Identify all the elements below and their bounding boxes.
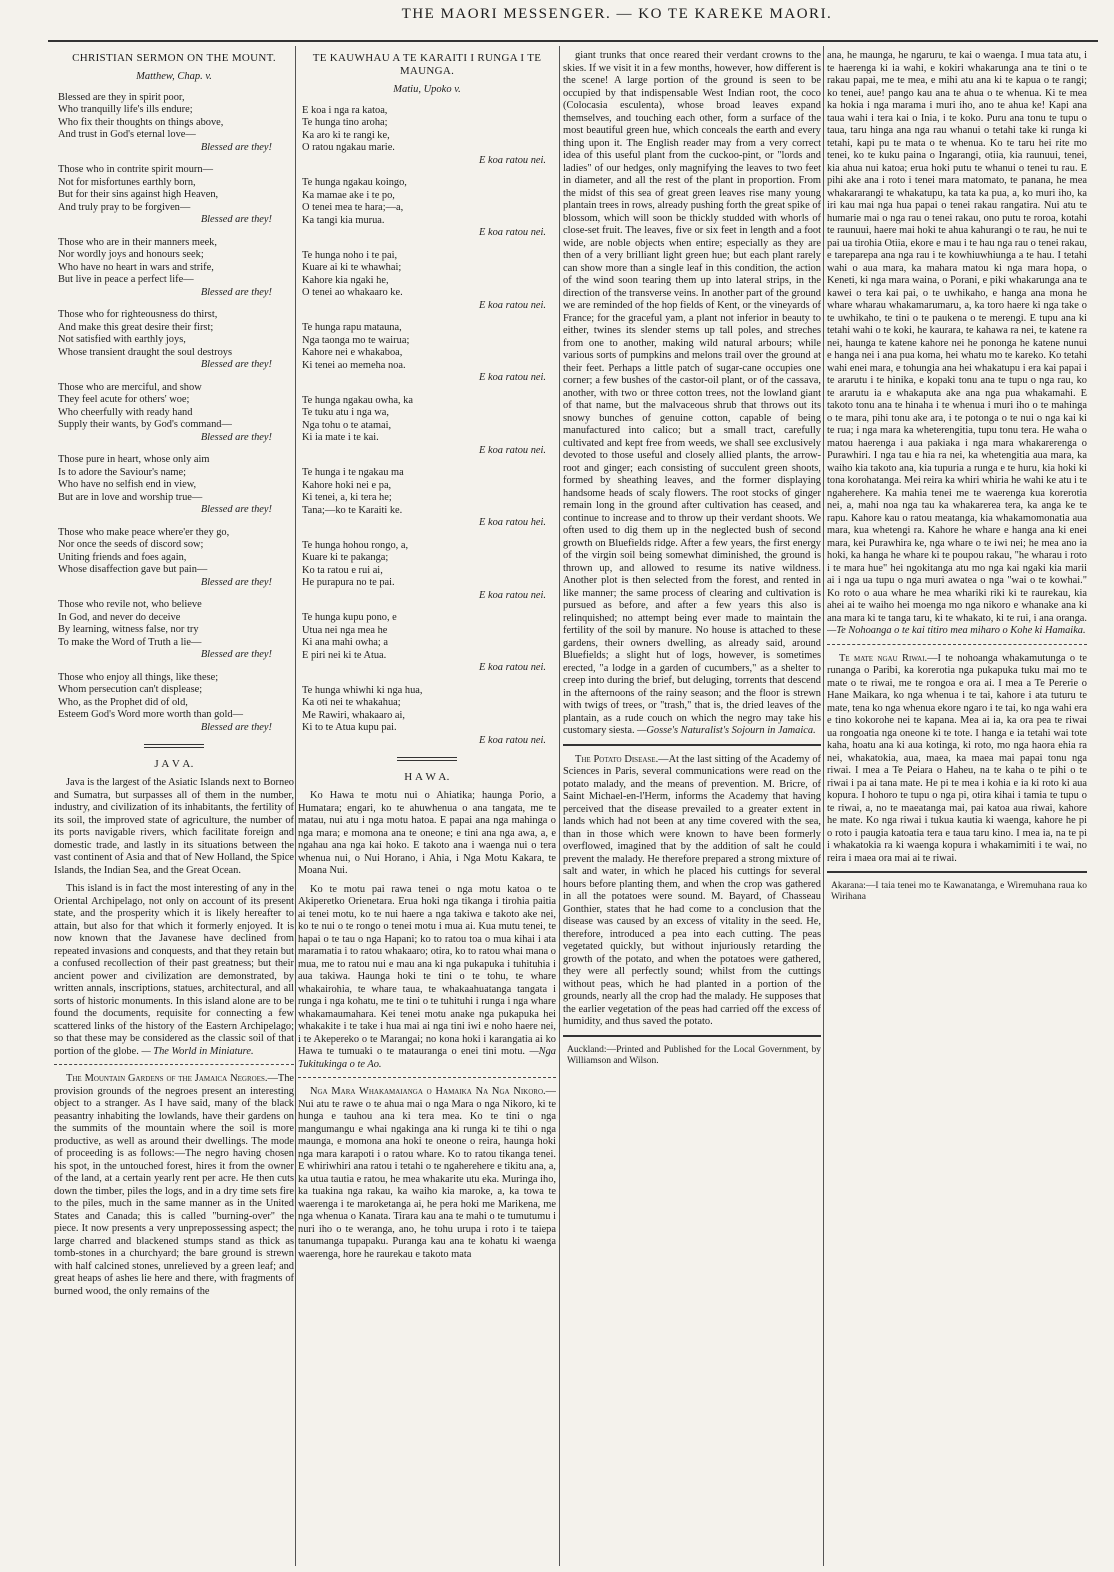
stanza: [54, 527, 294, 590]
verse-line: But live in peace a perfect life—: [58, 274, 194, 285]
verse-line: Ki tenei, a, ki tera he;: [302, 492, 392, 503]
section-rule: [827, 871, 1087, 873]
refrain: Blessed are they!: [200, 721, 272, 733]
masthead: THE MAORI MESSENGER. — KO TE KAREKE MAORI.: [401, 6, 833, 22]
poem-maori: [298, 105, 556, 748]
verse-line: O ratou ngakau marie.: [302, 142, 395, 153]
stanza: [298, 540, 556, 603]
verse-line: Those who revile not, who believe: [58, 599, 202, 610]
nga-mara-heading: Nga Mara Whakamaianga o Hamaika Na Nga Nikoro.: [310, 1086, 546, 1097]
verse-line: Kuare ki te pakanga;: [302, 552, 389, 563]
verse-line: Whom persecution can't displease;: [58, 684, 203, 695]
verse-line: Tana;—ko te Karaiti ke.: [302, 504, 403, 516]
verse-line: Ki tenei ao memeha noa.: [302, 359, 406, 371]
gardens-continued-paragraph: giant trunks that once reared their verdant crowns to the skies. If we visit it in a few months, however, how different is the scene! A large portion of the ground is seen to be occupied by that indispensable West Indian root, the coco (Colocasia esculenta), whose broad leaves expand themselves, and touching each other, form a surface of the most beautiful green hue, which conceals the earth and every thing upon it. The English reader may from a very correct idea of this useful plant from the cuckoo-pint, or "lords and ladies" of our hedges, only magnifying the leaves to two feet in diameter, and all the rest of the plant in proportion. From the midst of this sea of great green leaves rise many young plantain trees in rows, already pushing forth the great spike of blossom, which will soon be thickly studded with whorls of close-set fruit. The leaves, five or six feet in length and a foot wide, are noble objects when entire; especially as they are then of a very brilliant light green hue; but each plant rarely can show more than a single leaf in this condition, the action of the wind soon tearing them up into lateral strips, in the direction of the transverse veins. In another part of the ground we are reminded of the hop fields of Kent, or the vineyards of France; for the graceful yam, a plant not inferior in beauty to either, twines its slender stems up tall poles, and streches from one to another, making wild natural arbours; while various sorts of pumpkins and melons trail over the ground at their feet. Perhaps a little patch of sugar-cane occupies one corner; a few bushes of the castor-oil plant, or of the cassava, another, with two or three cotton trees, not the lowland giant of that name, but the malvaceous shrub that throws out its snowy bunches of genuine cotton, capable of being manufactured into calico; but a small tract, carefully cultivated and kept free from weeds, we shall see exclusively devoted to those useful and closely allied plants, the arrow-root and ginger; each consisting of succulent green shoots, formed by sheathing leaves, and the former displaying handsome heads of scaly flowers. The root stocks of ginger remain long in the ground after cultivation has ceased, and continue to increase and to throw up their verdant shoots. We often used to dig them up in the neglected bush of second growth on Bluefields ridge. After a few years, the first energy of the virgin soil being somewhat diminished, the ground is thrown up, and allowed to resume its native wildness. Another plot is then selected from the forest, and rented in like manner; the same process of clearing and cultivation is pursued as before, and after a few years this also is relinquished; no attempt being ever made to maintain the fertility of the soil by manure. No house is attached to these gardens, their owners dwelling, as already said, around Bluefields; a slight hut of logs, however, is sometimes erected, "a lodge in a garden of cucumbers," as a shelter to creep into during the brief, but deluging, torrents that descend in the afternoons of the rainy season; and the floor is strewn with twigs of trees, or "trash," that is, the dried leaves of the plantain, as a rude couch on which the negro may take his customary siesta. —Gosse's Naturalist's Sojourn in Jamaica.: [563, 50, 821, 736]
verse-line: Who fix their thoughts on things above,: [58, 116, 224, 128]
refrain: E koa ratou nei.: [479, 154, 546, 166]
refrain: Blessed are they!: [200, 649, 272, 660]
ornament-rule: [144, 744, 204, 748]
java-paragraph-2: This island is in fact the most interesting of any in the Oriental Archipelago, not only on account of its present state, and the prosperity which it is likely hereafter to attain, but also for that which it formerly enjoyed. It is now known that the Javanese have declined from repeated invasions and conquests, and that they retain but a confused recollection of their past greatness; but their ancient power and civilization are demonstrated, by written annals, inscriptions, statues, architectural, and all sorts of historic monuments. In this island alone are to be found the documents, requisite for connecting a few scattered links of the history of the Eastern Archipelago; so that these may be considered as the classic soil of that portion of the globe. — The World in Miniature.: [54, 883, 294, 1057]
verse-line: Those who in contrite spirit mourn—: [58, 164, 213, 175]
stanza: [298, 685, 556, 748]
verse-line: Those who enjoy all things, like these;: [58, 671, 219, 683]
poem-title-english: CHRISTIAN SERMON ON THE MOUNT.: [72, 52, 276, 64]
verse-line: Utua nei nga mea he: [302, 624, 388, 636]
refrain: Blessed are they!: [200, 286, 272, 298]
verse-line: Those who make peace where'er they go,: [58, 526, 230, 538]
verse-line: Is to adore the Saviour's name;: [58, 466, 186, 478]
verse-line: Who have no heart in wars and strife,: [58, 261, 214, 273]
java-citation: — The World in Miniature.: [141, 1045, 254, 1057]
mate-paragraph: Te mate ngau Riwai.—I te nohoanga whakamutunga o te runanga o Paribi, ka korerotia nga pukapuka tuku mai mo te mate o te riwai, me te rongoa e ora ai. I mea a Te Pererie o Hane Maikara, ko nga whenua i te tai, kahore i ata tuturu te mate, tena ko nga whenua ekore ngaro i te tai, ko nga wahi era e tino kokorohe nei te kapana. Mea ai ia, ka ora pea te riwai ua rongoatia nga oneone ki te tote. I hanga e ia tetahi wai tote kaha, hoatu ana ki aua kotinga, ki roto, mo nga haora ehia ra nei, whakatokia, aua, maea, ka maea mai papai tonu nga riwai. I mea a Te Peiara o Haheu, na te kaha o te pihi o te riwai i pa ai tana mate. He pi te mea i kohia e ia ki roto ki aua kopura. I hohoro te tupu o nga pi, otira kihai i tamia te tupu o te riwai, a, no te maeatanga mai, pai katoa aua riwai, kahore he mate. Ko nga riwai i tukua kautia ki waenga, kahore he pi o roto i paugia katoatia tera e taua taru kino. I mea ia, na te pi i whakatokia ra ki waenga kopura i whakamimiti i te wai, no reira i maea ora mai ai te riwai.: [827, 652, 1087, 864]
verse-line: By learning, witness false, nor try: [58, 624, 199, 635]
refrain: E koa ratou nei.: [479, 372, 546, 383]
verse-line: Te hunga hohou rongo, a,: [302, 539, 409, 551]
refrain: Blessed are they!: [200, 431, 272, 443]
verse-line: Not satisfied with earthly joys,: [58, 334, 186, 345]
column-divider: [559, 46, 560, 1566]
verse-line: Kahore nei e whakaboa,: [302, 347, 403, 358]
column-3: [563, 50, 821, 1565]
stanza: [54, 454, 294, 517]
section-rule: [827, 644, 1087, 645]
refrain: E koa ratou nei.: [479, 589, 546, 601]
verse-line: Kahore hoki nei e pa,: [302, 479, 392, 491]
verse-line: Ki ana mahi owha; a: [302, 637, 388, 648]
verse-line: O tenei ao whakaaro ke.: [302, 287, 403, 298]
refrain: E koa ratou hei.: [479, 517, 546, 528]
verse-line: Ko ta ratou e rui ai,: [302, 564, 383, 576]
refrain: E koa ratou nei.: [479, 662, 546, 673]
verse-line: Te hunga ngakau owha, ka: [302, 394, 413, 406]
verse-line: And truly pray to be forgiven—: [58, 201, 191, 213]
section-rule: [298, 1077, 556, 1078]
verse-line: But for their sins against high Heaven,: [58, 189, 219, 200]
verse-line: Those who are merciful, and show: [58, 381, 202, 393]
header-rule: [48, 40, 1098, 42]
stanza: [298, 250, 556, 313]
verse-line: To make the Word of Truth a lie—: [58, 636, 202, 648]
stanza: [54, 237, 294, 300]
java-title: J A V A.: [154, 758, 194, 770]
verse-line: Esteem God's Word more worth than gold—: [58, 709, 243, 720]
potato-heading: The Potato Disease.: [575, 753, 659, 765]
gardens-paragraph: The Mountain Gardens of the Jamaica Negroes.—The provision grounds of the negroes present an interesting object to a stranger. As I have said, many of the black peasantry inhabiting the lowlands, have their gardens on the summits of the mountain where the soil is more productive, as well as around their dwellings. The mode of proceeding is as follows:—The negro having chosen his spot, in the untouched forest, hires it from the owner of the land, at a certain yearly rent per acre. He then cuts down the timber, piles the logs, and in a dry time sets fire to the piles, much in the same manner as in the United States and Canada; this is called "burning-over" the piece. It now presents a very unprepossessing aspect; the large charred and blackened stumps stand as thick as tomb-stones in a churchyard; the bare ground is strewn with half calcined stones, unrelieved by a green leaf; and great heaps of ashes lie here and there, with fragments of burned wood, the only remains of the: [54, 1073, 294, 1297]
verse-line: Me Rawiri, whakaaro ai,: [302, 709, 406, 721]
column-divider: [823, 46, 824, 1566]
verse-line: And trust in God's eternal love—: [58, 129, 196, 140]
verse-line: Supply their wants, by God's command—: [58, 419, 232, 430]
verse-line: Not for misfortunes earthly born,: [58, 176, 196, 188]
potato-paragraph: The Potato Disease.—At the last sitting of the Academy of Sciences in Paris, several communications were read on the potato malady, and the means of prevention. M. Bricre, of Saint Michael-en-l'Herm, informs the Academy that having perceived that the disease prevailed to a greater extent in lands which had not been at any time covered with the sea, than in those which were known to have been formerly overflowed, imagined that by the addition of salt he could prevent the malady. He therefore prepared a strong mixture of salt and water, in which he placed his cuttings for several hours before planting them, and when the crop was gathered in all the potatoes were sound. M. Bayard, of Chasseau Gonthier, states that he had come to a conclusion that the disease was caused by an excess of vitality in the seed. He, therefore, introduced a pea into each cutting. The peas vegetated quickly, but without injuriously retarding the growth of the potato, and when the potatoes were gathered, they were all perfectly sound; whilst from the cuttings without peas, which he had planted in a portion of the grounds, nearly all the crop had the malady. He supposes that the earlier vegetation of the peas had carried off the excess of humidity, and thus saved the potato.: [563, 753, 821, 1027]
stanza: [54, 382, 294, 445]
column-divider: [295, 46, 296, 1566]
verse-line: Whose transient draught the soul destroys: [58, 346, 233, 358]
verse-line: Who have no selfish end in view,: [58, 479, 197, 490]
nga-mara-paragraph: Nga Mara Whakamaianga o Hamaika Na Nga Nikoro.—Nui atu te rawe o te ahua mai o nga Mara o nga Nikoro, ki te hunga e tauhou ana ki tera mea. Ko te tini o nga mangumangu e whai ngakinga ana ki runga ki te tihi o nga maunga, e momona ana hoki te oneone o reira, haunga hoki nga mara karapoti i o ratou whare. Ko to ratou tikanga tenei. E whiriwhiri ana ratou i tetahi o te ngaherehere e tikitu ana, a, ka utua tautia e ratou, he mea whakarite utu eka. Muringa iho, ka tuakina nga rakau, ka waiho kia maroke, a, ka towa te waerenga i te maroketanga ai, he pera hoki me Marikena, me nga whenua o Kanata. Tirara kau ana te mahi o te tumutumu i nuri iho o te weranga, ano, he tohu urupa i roto i te taiepa tanumanga tupapaku. Puranga kau ana te kohatu ki waenga waerenga, hore he raurekau e takoto mata: [298, 1086, 556, 1260]
stanza: [54, 92, 294, 155]
refrain: E koa ratou nei.: [479, 299, 546, 311]
refrain: Blessed are they!: [200, 214, 272, 225]
verse-line: Ki to te Atua kupu pai.: [302, 722, 397, 733]
verse-line: Te hunga whiwhi ki nga hua,: [302, 684, 423, 696]
gosse-citation: —Gosse's Naturalist's Sojourn in Jamaica.: [637, 725, 816, 736]
verse-line: In God, and never do deceive: [58, 611, 181, 623]
section-rule: [54, 1064, 294, 1065]
refrain: Blessed are they!: [200, 504, 272, 515]
stanza: [54, 599, 294, 662]
refrain: Blessed are they!: [200, 141, 272, 153]
gardens-heading: The Mountain Gardens of the Jamaica Negroes.: [66, 1073, 268, 1084]
refrain: E koa ratou nei.: [479, 227, 546, 238]
column-1: [54, 50, 294, 1565]
verse-line: Ka aro ki te rangi ke,: [302, 129, 390, 141]
stanza: [54, 164, 294, 227]
stanza: [298, 395, 556, 458]
verse-line: Ka mamae ake i te po,: [302, 189, 395, 201]
verse-line: Kahore kia ngaki he,: [302, 274, 389, 286]
verse-line: Ki ia mate i te kai.: [302, 432, 379, 443]
verse-line: Te hunga i te ngakau ma: [302, 467, 404, 478]
poem-english: [54, 92, 294, 735]
ornament-rule: [397, 757, 457, 761]
hawa-paragraph-1: Ko Hawa te motu nui o Ahiatika; haunga Porio, a Humatara; engari, ko te ahuwhenua o ana tangata, me te matau, nui atu i nga motu hatoa. E papai ana nga mahinga o nga mara; e momona ana te oneone; e tini ana nga awa, a, e ngahau ana nga kai hoko. E takoto ana i waenga nui o tera whenua nui, o Nui Horano, i Ahia, i Nga Motu Kakara, te Moana Nui.: [298, 790, 556, 876]
verse-line: Kuare ai ki te whawhai;: [302, 262, 402, 273]
verse-line: Those who for righteousness do thirst,: [58, 309, 218, 320]
verse-line: Nor once the seeds of discord sow;: [58, 539, 204, 550]
verse-line: Uniting friends and foes again,: [58, 551, 187, 563]
kohe-citation: —Te Nohoanga o te kai titiro mea miharo o Kohe ki Hamaika.: [827, 625, 1086, 636]
stanza: [54, 309, 294, 372]
poem-subtitle-maori: Matiu, Upoko v.: [393, 84, 461, 95]
hawa-title: H A W A.: [404, 771, 450, 783]
section-rule: [563, 1035, 821, 1037]
verse-line: Those who are in their manners meek,: [58, 236, 217, 248]
stanza: [298, 467, 556, 530]
verse-line: Ka oti nei te whakahua;: [302, 697, 401, 708]
refrain: E koa ratou nei.: [479, 444, 546, 456]
verse-line: Te hunga rapu matauna,: [302, 322, 402, 333]
verse-line: O tenei mea te hara;—a,: [302, 202, 404, 213]
verse-line: Ka tangi kia murua.: [302, 214, 385, 226]
java-paragraph-1: Java is the largest of the Asiatic Islands next to Borneo and Sumatra, but surpasses all of them in the number, industry, and civilization of its inhabitants, the fertility of its soil, the improved state of agriculture, the number of its ports navigable rivers, which facilitate foreign and domestic trade, and lastly in its situations between the vast continent of Asia and that of New Holland, the Spice Islands, the Indian Sea, and the Great Ocean.: [54, 777, 294, 876]
verse-line: Te hunga kupu pono, e: [302, 612, 397, 623]
verse-line: Te tuku atu i nga wa,: [302, 407, 389, 418]
column-4: [827, 50, 1087, 1565]
verse-line: E piri nei ki te Atua.: [302, 649, 387, 661]
verse-line: Te hunga noho i te pai,: [302, 249, 398, 261]
stanza: [54, 672, 294, 735]
verse-line: He purapura no te pai.: [302, 577, 395, 588]
poem-subtitle-english: Matthew, Chap. v.: [136, 71, 212, 82]
stanza: [298, 612, 556, 675]
verse-line: Who tranquilly life's ills endure;: [58, 104, 193, 115]
verse-line: Nor wordly joys and honours seek;: [58, 249, 204, 260]
imprint-maori: Akarana:—I taia tenei mo te Kawanatanga, e Wiremuhana raua ko Wirihana: [831, 881, 1087, 902]
stanza: [298, 105, 556, 168]
verse-line: Nga tohu o te atamai,: [302, 419, 392, 431]
verse-line: But are in love and worship true—: [58, 491, 203, 503]
verse-line: They feel acute for others' woe;: [58, 394, 190, 405]
hawa-citation: —Nga Tukitukinga o te Ao.: [298, 1046, 556, 1070]
verse-line: Whose disaffection gave but pain—: [58, 564, 208, 575]
section-rule: [563, 744, 821, 746]
verse-line: Te hunga tino aroha;: [302, 117, 388, 128]
nga-mara-continued-paragraph: ana, he maunga, he ngaruru, te kai o waenga. I mua tata atu, i te haerenga ki ia wahi, e kokiri whakarunga ana te tini o te rakau papai, me te mea, e mihi atu ana ki te kapua o te rangi; ko tenei, aue! pango kau ana te ahua o te whenua. Ki te mea ka hokia i nga marama i muri iho, ano te ahua ke! Kapi ana taua wahi i tera kai o Inia, i te koko. Puru ana tonu te tupu o taua, taru hinga ana nga rau whanui o tetahi take ki runga ki tetahi, kapi pu te mata o te whenua. Ko te taru hei rite mo tenei, ko te kuku paina o Ingarangi, otiia, kia raunuui, tenei, kia ahua nui katoa; erua hoki putu te whanui o tenei tu rau. E pihi ake ana i roto i tenei mara matomato, te panana, he mea whakararangi te whakatupu, ka tata ka pua, a, ko muri iho, ka iri kau mai nga hua papai o tenei rakau rangatira. Nui atu te humarie mai o nga rau o tenei rakau, ono putu te roroa, kotahi te raunuui, haere mai hoki te ahua kahurangi o te rau, he nui te pai ua tirohia Otiia, ekore e mau i te hau nga rau o tenei rakau, e tareparepa ana nga rau i te kowhiuwhiunga a te hau. I tetahi wahi o aua mara, ka mahara matou ki nga mara hopa, o Keneti, ki nga mara waina, o Porani, e piki whakarunga ana te kawei o tera kai pai, o te uwhikaho, e hanga ana mona he whare wharau whakamarumaru, a, ka toro haere ki nga take o te uwhikaho, te tini o te paukena o te merengi. E tupu ana ki tetahi wahi o te koki, he kaurara, te kahawa ra nei, te katene ra nei, haunga te katene kahore nei he pononga he katene nunui e hanga nei i ana pua koma, hei whatu mo te kareko. Ko tetahi wahi enei mara, e tohungia ana hei whakatupu i era kai papai i te ararutu i te hinika, e kopaki tonu ana te tupu o nga rau, ko te ararutu ia e whakaputa ake ana nga pua whakamahi. E takoto tonu ana te hinaha i te whenua i muri iho o te mahinga o te mara, pihi tonu ake ara, i te potonga o te nui o nga kai ki te rua; i nga mara ka wheterengitia, tupu tonu tera. He waha o matou haerenga i aua pakiaka i nga mara whakarerenga o Purawhiri. I nga tau e hia ra nei, ka whetengitia aua mara, ka waiho kia takoto ana, kia tupuria a runga e te huru, kia hoki ki tona korohatanga. Mei reira ka whiri whiria he wahi ke atu i te ngaherehere. Ka mahia tenei me te waerenga kua korerotia nei, a, mahi noa nga tau ka whakarerea tera, ka anga ke te rapu. Kahore kau o ratou meatanga, kia whakamomonatia aua mara, kua whetengi ra. Kahore he whare e hanga ana ki enei mara, kei Purawhira ke, nga whare o te iwi nei; he mea ano ia hoki, ka hanga he whare ki te poupou rakau, "he wharau i roto i te mara hue" hei ngokitanga atu mo nga kai ngaki kia marii ai i nga ua tupu o nga muri awatea o nga "wai o te kowhai." Ko roto o aua whare he mea whariki riki ki te raurekau, kia ahei ai te waiho hei moenga mo nga nikoro e whanake ana ki ana mara ki te tanga taru, ki te whakato, ki te rui, i ana oranga. —Te Nohoanga o te kai titiro mea miharo o Kohe ki Hamaika.: [827, 50, 1087, 636]
verse-line: E koa i nga ra katoa,: [302, 104, 388, 116]
verse-line: Those pure in heart, whose only aim: [58, 454, 210, 465]
stanza: [298, 322, 556, 385]
verse-line: And make this great desire their first;: [58, 321, 214, 333]
poem-title-maori: TE KAUWHAU A TE KARAITI I RUNGA I TE MAUNGA.: [312, 52, 542, 77]
refrain: Blessed are they!: [200, 576, 272, 588]
stanza: [298, 177, 556, 240]
refrain: Blessed are they!: [200, 359, 272, 370]
verse-line: Te hunga ngakau koingo,: [302, 177, 407, 188]
verse-line: Who cheerfully with ready hand: [58, 406, 193, 418]
hawa-paragraph-2: Ko te motu pai rawa tenei o nga motu katoa o te Akiperetko Orienetara. Erua hoki nga tikanga i tirohia paitia ai tenei motu, ko te nui haere a nga takiwa e takoto ake nei, ko te nui o te rongo o tenei motu i mua ai. Kua mutu tenei, te hapai o te tau o nga Hapani; ko to ratou toa o mua kihai i ata maramatia i to ratou whakaaro; otira, ko to ratou whai mana o mua, me to ratou nui e mau ana ki nga pukapuka i tuhituhia i aua takiwa. Haunga hoki te tini o te tohu, te whare whakairohia, te whare taua, te whakaahuatanga tangata i runga i nga kohatu, me te tini o te tuhituhi i runga i nga whare whakamaumahara. Kei tenei motu anake nga pukapuka hei whakakite i te take i hua mai ai nga tini iwi e noho haere nei, i te Akepereko o te Marangai; no kona hoki i karangatia ai ko Hawa te tumuaki o te matauranga o enei tini motu. —Nga Tukitukinga o te Ao.: [298, 883, 556, 1070]
verse-line: Who, as the Prophet did of old,: [58, 696, 188, 708]
refrain: E koa ratou nei.: [479, 734, 546, 746]
verse-line: Blessed are they in spirit poor,: [58, 91, 185, 103]
imprint-english: Auckland:—Printed and Published for the Local Government, by Williamson and Wilson.: [567, 1044, 821, 1066]
mate-heading: Te mate ngau Riwai.: [839, 652, 928, 664]
verse-line: Nga taonga mo te wairua;: [302, 334, 410, 346]
column-2: [298, 50, 556, 1565]
